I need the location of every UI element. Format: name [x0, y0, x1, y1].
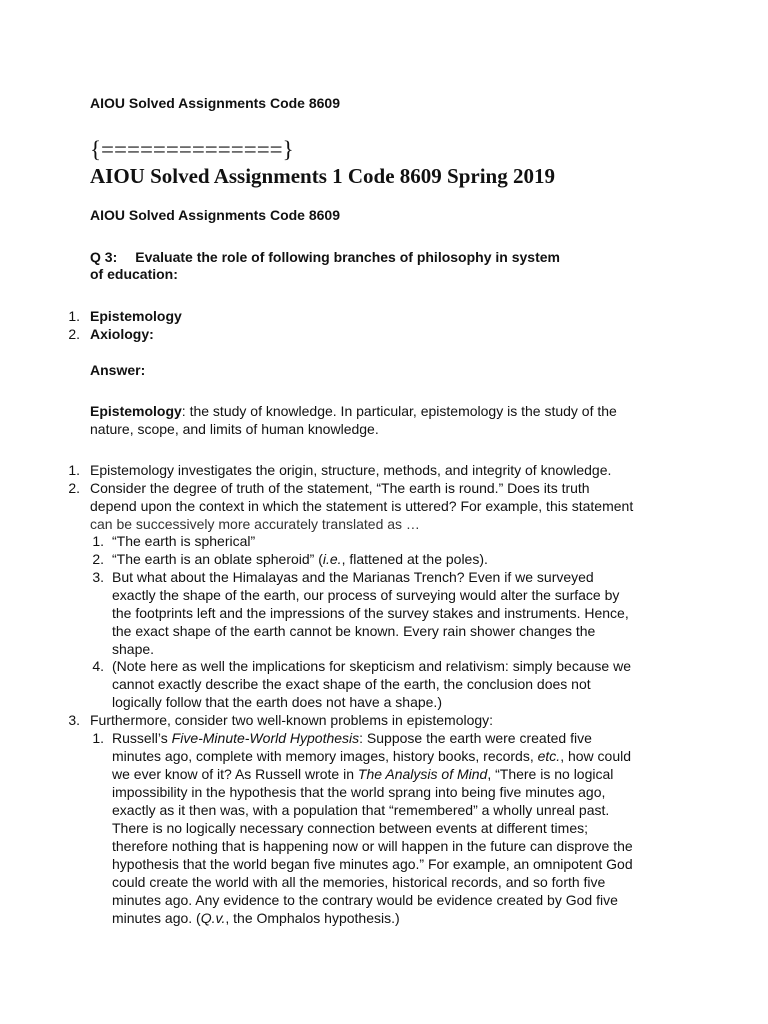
sub-text-part: we ever know of it? As Russell wrote in — [112, 766, 358, 782]
question-line-2: of education: — [90, 266, 178, 282]
sub-text-italic: etc. — [537, 748, 561, 764]
sub-text — [112, 909, 752, 927]
sub-text: shape. — [112, 641, 155, 657]
sub-text-part: , “There is no logical — [487, 766, 614, 782]
sub-text-part: minutes ago, complete with memory images, history books, records, — [112, 748, 538, 764]
question-text: Evaluate the role of following branches of philosophy in system — [135, 249, 560, 265]
branch-number: 2. — [68, 326, 80, 342]
sub-text: exactly the shape of the earth, our process of surveying would alter the surface by — [112, 587, 620, 603]
point-text: depend upon the context in which the statement is uttered? For example, this statement — [90, 498, 634, 514]
sub-text — [112, 729, 752, 747]
branch-number: 1. — [68, 308, 80, 324]
sub-number: 3. — [92, 569, 104, 585]
sub-text-part: , how could — [560, 748, 632, 764]
point-number: 1. — [68, 462, 80, 478]
sub-text: logically follow that the earth does not have a shape.) — [112, 694, 442, 710]
answer-label: Answer: — [90, 362, 146, 378]
sub-text: But what about the Himalayas and the Marianas Trench? Even if we surveyed — [112, 569, 594, 585]
sub-text: the exact shape of the earth cannot be known. Every rain shower changes the — [112, 623, 596, 639]
sub-text — [112, 550, 488, 568]
main-title: AIOU Solved Assignments 1 Code 8609 Spring 2019 — [90, 164, 555, 188]
sub-text: There is no logically necessary connection between events at different times; — [112, 820, 588, 836]
sub-number: 4. — [92, 658, 104, 674]
point-text: can be successively more accurately translated as … — [90, 516, 420, 532]
sub-text-italic: The Analysis of Mind — [357, 766, 488, 782]
sub-text: (Note here as well the implications for skepticism and relativism: simply because we — [112, 658, 631, 674]
sub-number: 2. — [92, 551, 104, 567]
definition-line-1 — [90, 402, 730, 420]
sub-text: the footprints left and the impressions of the survey stakes and instruments. Hence, — [112, 605, 629, 621]
question-line-1 — [90, 248, 690, 266]
sub-text: impossibility in the hypothesis that the world sprang into being five minutes ago, — [112, 784, 606, 800]
point-text: Furthermore, consider two well-known problems in epistemology: — [90, 712, 494, 728]
sub-text-part: Russell’s — [112, 730, 172, 746]
question-label: Q 3: — [90, 249, 118, 265]
sub-text: hypothesis that the world began five minutes ago.” For example, an omnipotent God — [112, 856, 633, 872]
sub-text-part: “The earth is an oblate spheroid” ( — [112, 551, 323, 567]
point-text: Consider the degree of truth of the statement, “The earth is round.” Does its truth — [90, 480, 590, 496]
brace-separator: {==============} — [90, 137, 294, 162]
sub-text: could create the world with all the memories, historical records, and so forth five — [112, 874, 606, 890]
branch-item: Axiology: — [90, 326, 154, 342]
sub-text-part: , the Omphalos hypothesis.) — [225, 910, 400, 926]
sub-text-italic: Q.v. — [200, 910, 226, 926]
sub-text: “The earth is spherical” — [112, 533, 256, 549]
point-number: 3. — [68, 712, 80, 728]
sub-number: 1. — [92, 730, 104, 746]
sub-text-part: minutes ago. ( — [112, 910, 201, 926]
sub-text-part: , flattened at the poles). — [341, 551, 488, 567]
sub-text: minutes ago. Any evidence to the contrary would be evidence created by God five — [112, 892, 618, 908]
document-header: AIOU Solved Assignments Code 8609 — [90, 95, 340, 111]
definition-line-2: nature, scope, and limits of human knowledge. — [90, 421, 379, 437]
branch-item: Epistemology — [90, 308, 182, 324]
point-text: Epistemology investigates the origin, structure, methods, and integrity of knowledge. — [90, 462, 612, 478]
definition-text: : the study of knowledge. In particular, epistemology is the study of the — [181, 403, 617, 419]
sub-text-part: : Suppose the earth were created five — [359, 730, 592, 746]
sub-text-italic: Five-Minute-World Hypothesis — [171, 730, 360, 746]
sub-text — [112, 747, 752, 765]
sub-number: 1. — [92, 533, 104, 549]
sub-text: exactly as it then was, with a population that “remembered” a wholly unreal past. — [112, 802, 610, 818]
subheader: AIOU Solved Assignments Code 8609 — [90, 207, 340, 223]
sub-text: cannot exactly describe the exact shape of the earth, the conclusion does not — [112, 676, 591, 692]
point-number: 2. — [68, 480, 80, 496]
sub-text — [112, 765, 752, 783]
sub-text: therefore nothing that is happening now or will happen in the future can disprove the — [112, 838, 633, 854]
definition-term: Epistemology — [90, 403, 182, 419]
sub-text-italic: i.e. — [322, 551, 342, 567]
